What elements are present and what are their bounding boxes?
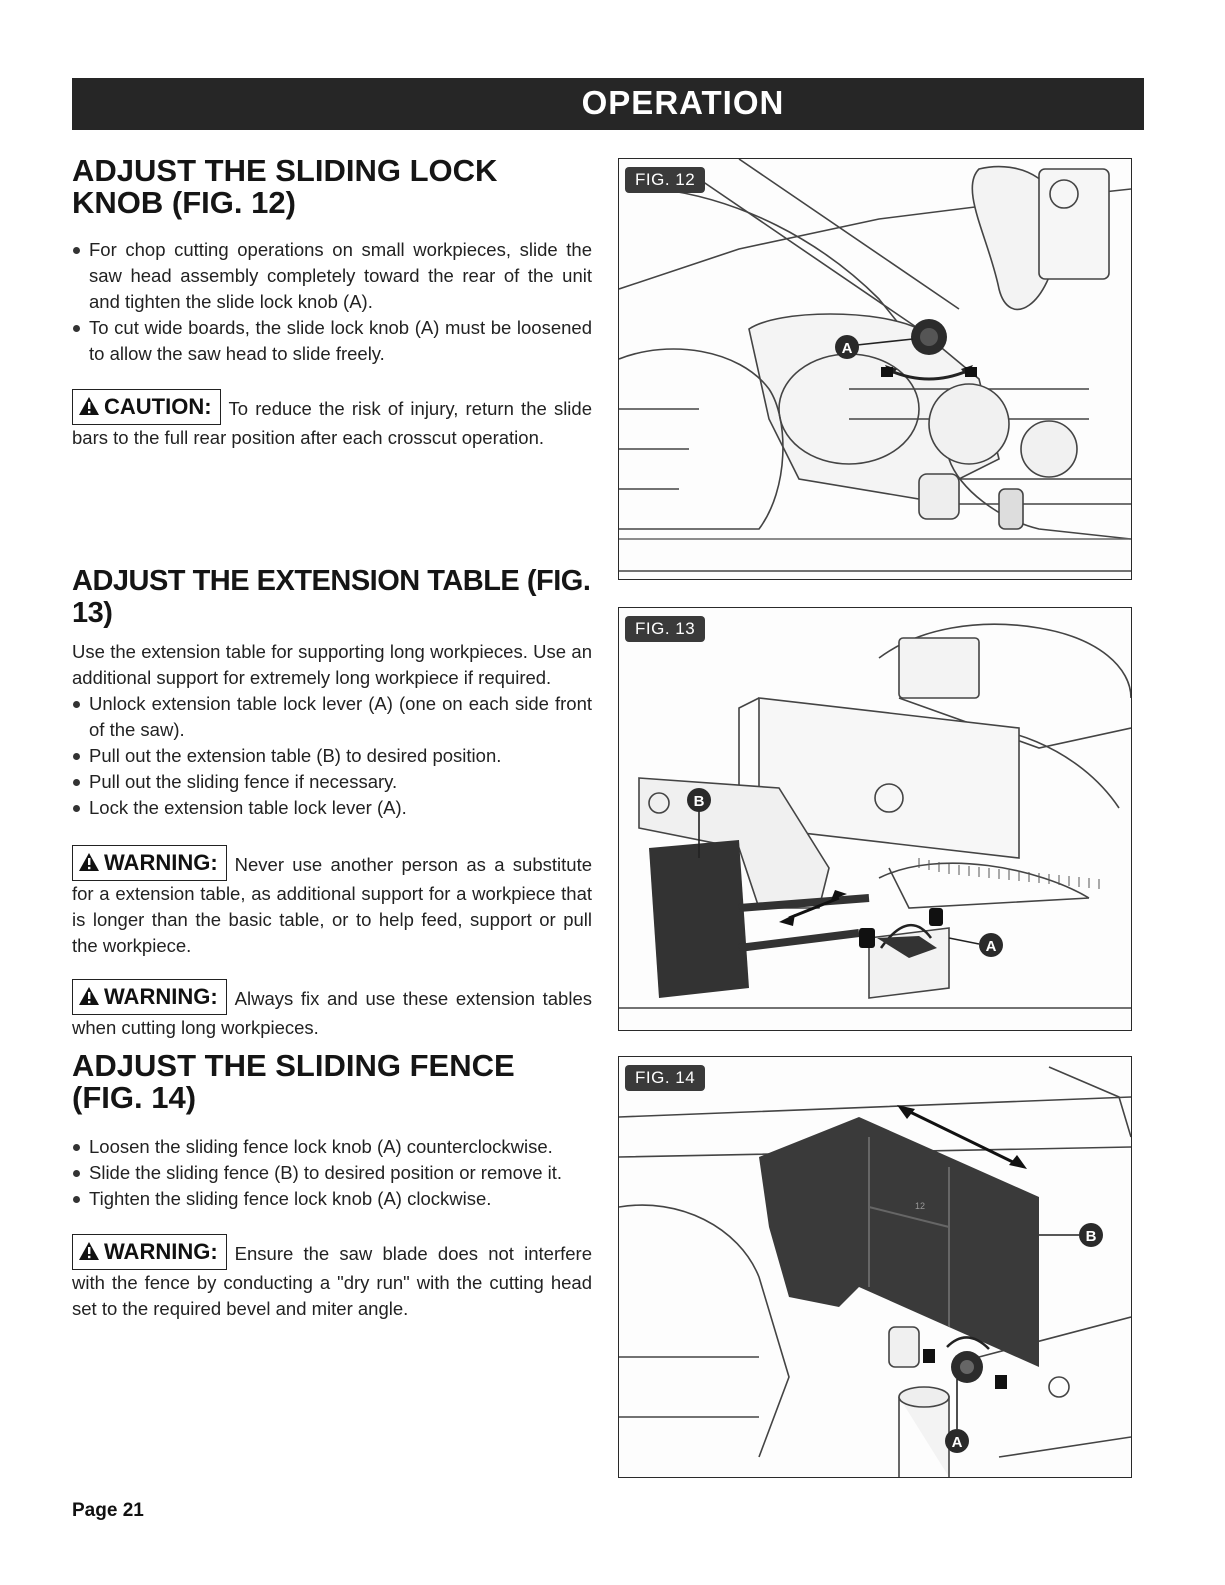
figure-12: [618, 158, 1132, 580]
unlock-icon: [923, 1349, 935, 1363]
warning-badge: WARNING:: [72, 845, 227, 881]
section-heading: ADJUST THE SLIDING FENCE (FIG. 14): [72, 1048, 515, 1115]
warning-triangle-icon: [78, 982, 100, 1016]
warning-triangle-icon: [78, 392, 100, 426]
section-extension-table: [72, 565, 592, 1041]
caution-notice: CAUTION: To reduce the risk of injury, return the slide bars to the full rear position after each crosscut operation.: [72, 395, 592, 451]
fence-mark: 12: [915, 1201, 926, 1211]
lock-icon: [881, 367, 893, 377]
bullet-icon: [73, 325, 80, 332]
list-item: Loosen the sliding fence lock knob (A) counterclockwise.: [72, 1134, 592, 1160]
section-heading: ADJUST THE EXTENSION TABLE (FIG. 13): [72, 565, 591, 629]
figure-12-illustration: [619, 159, 1131, 579]
list-item: Pull out the sliding fence if necessary.: [72, 769, 592, 795]
figure-13-illustration: [619, 608, 1131, 1030]
extension-table-shape: [649, 840, 749, 998]
warning-notice: WARNING: Always fix and use these extension tables when cutting long workpieces.: [72, 985, 592, 1041]
callout-label: A: [841, 340, 853, 357]
figure-label: FIG. 13: [625, 616, 705, 642]
page-title: OPERATION: [581, 84, 785, 121]
callout-label: A: [951, 1434, 963, 1451]
bullet-icon: [73, 247, 80, 254]
warning-badge: WARNING:: [72, 979, 227, 1015]
bullet-icon: [73, 1196, 80, 1203]
warning-triangle-icon: [78, 1237, 100, 1271]
figure-label: FIG. 12: [625, 167, 705, 193]
bullet-icon: [73, 701, 80, 708]
bullet-list: [72, 237, 592, 367]
bullet-icon: [73, 1170, 80, 1177]
lock-icon: [859, 928, 875, 948]
list-item: To cut wide boards, the slide lock knob (A) must be loosened to allow the saw head to slide freely.: [72, 315, 592, 367]
figure-14: [618, 1056, 1132, 1478]
section-heading: ADJUST THE SLIDING LOCK KNOB (FIG. 12): [72, 153, 498, 220]
bullet-list: [72, 691, 592, 821]
figure-label: FIG. 14: [625, 1065, 705, 1091]
callout-label: B: [1085, 1228, 1097, 1245]
list-item: Unlock extension table lock lever (A) (one on each side front of the saw).: [72, 691, 592, 743]
bullet-icon: [73, 1144, 80, 1151]
list-item: Pull out the extension table (B) to desired position.: [72, 743, 592, 769]
intro-paragraph: Use the extension table for supporting long workpieces. Use an additional support for extremely long workpiece if required.: [72, 641, 592, 688]
bullet-list: [72, 1134, 592, 1212]
list-item: For chop cutting operations on small workpieces, slide the saw head assembly completely toward the rear of the unit and tighten the slide lock knob (A).: [72, 237, 592, 315]
figure-14-illustration: [619, 1057, 1131, 1477]
callout-label: B: [693, 793, 705, 810]
figure-13: [618, 607, 1132, 1031]
warning-notice: WARNING: Ensure the saw blade does not interfere with the fence by conducting a "dry run" with the cutting head set to the required bevel and miter angle.: [72, 1240, 592, 1322]
bullet-icon: [73, 753, 80, 760]
header-banner: [72, 78, 1144, 130]
page-number: Page 21: [72, 1500, 144, 1521]
bullet-icon: [73, 805, 80, 812]
warning-triangle-icon: [78, 848, 100, 882]
caution-badge: CAUTION:: [72, 389, 221, 425]
warning-notice: WARNING: Never use another person as a substitute for a extension table, as additional support for a workpiece that is longer than the basic table, or to help feed, support or pull the workpiece.: [72, 851, 592, 959]
lock-icon: [995, 1375, 1007, 1389]
warning-badge: WARNING:: [72, 1234, 227, 1270]
list-item: Slide the sliding fence (B) to desired position or remove it.: [72, 1160, 592, 1186]
list-item: Lock the extension table lock lever (A).: [72, 795, 592, 821]
callout-label: A: [985, 938, 997, 955]
unlock-icon: [929, 908, 943, 926]
section-sliding-lock-knob: [72, 155, 592, 451]
list-item: Tighten the sliding fence lock knob (A) clockwise.: [72, 1186, 592, 1212]
section-sliding-fence: [72, 1050, 592, 1322]
bullet-icon: [73, 779, 80, 786]
unlock-icon: [965, 367, 977, 377]
